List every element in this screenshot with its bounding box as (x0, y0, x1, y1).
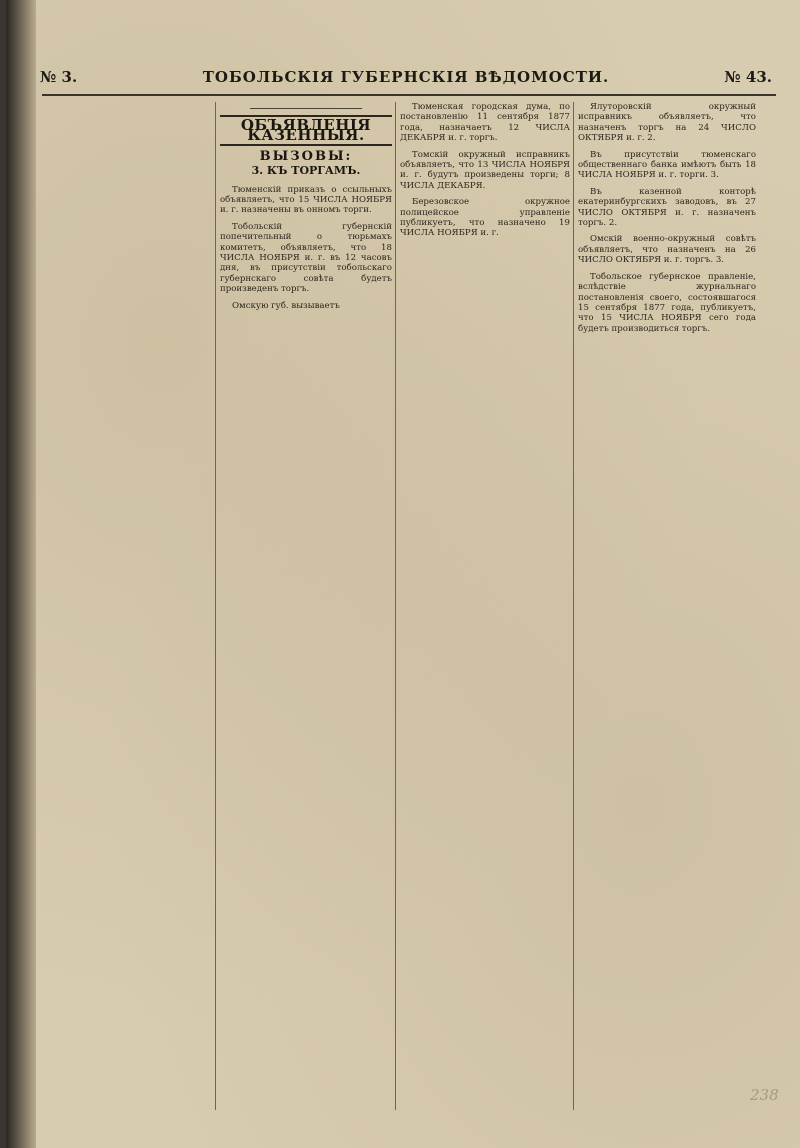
newspaper-title: ТОБОЛЬСКІЯ ГУБЕРНСКІЯ ВѢДОМОСТИ. (202, 68, 610, 86)
column-2 (220, 102, 392, 1112)
paragraph: Омскій военно-окружный совѣтъ объявляетъ, что назначенъ на 26 ЧИСЛО ОКТЯБРЯ и. г. торгъ. 3. (578, 234, 756, 266)
binding-spine (6, 0, 36, 1148)
paragraph: Тюменская городская дума, по постановленію 11 сентября 1877 года, назначаетъ 12 ЧИСЛА ДЕКАБРЯ и. г. торгъ. (400, 102, 570, 144)
column-3 (400, 102, 570, 1112)
section-subtitle: ВЫЗОВЫ: (259, 148, 353, 164)
column-3-text (400, 102, 570, 239)
issue-number: № 43. (724, 68, 772, 86)
column-divider (215, 102, 216, 1110)
column-4-text (578, 102, 756, 334)
page-number: № 3. (40, 68, 78, 86)
paragraph: Тобольское губернское правленіе, вслѣдствіе журнальнаго постановленія своего, состоявшагося 15 сентября 1877 года, публикуетъ, что 15 ЧИСЛА НОЯБРЯ сего года будетъ производиться торгъ. (578, 271, 756, 334)
paragraph: Въ казенной конторѣ екатеринбургскихъ заводовъ, въ 27 ЧИСЛО ОКТЯБРЯ и. г. назначенъ торгъ. 2. (578, 186, 756, 229)
section-subsubtitle: 3. КЪ ТОРГАМЪ. (251, 164, 361, 178)
paragraph: Тюменскій приказъ о ссыльныхъ объявляетъ, что 15 ЧИСЛА НОЯБРЯ и. г. назначены въ онномъ торги. (220, 184, 392, 216)
page-header (36, 68, 776, 90)
column-4 (578, 102, 756, 1112)
paragraph: Томскій окружный исправникъ объявляетъ, что 13 ЧИСЛА НОЯБРЯ и. г. будутъ произведены торги; 8 ЧИСЛА ДЕКАБРЯ. (400, 149, 570, 191)
paragraph: Въ присутствіи тюменскаго общественнаго банка имѣютъ быть 18 ЧИСЛА НОЯБРЯ и. г. торги. 3. (578, 149, 756, 181)
section-title: ОБЪЯВЛЕНІЯ КАЗЕННЫЯ. (220, 115, 392, 146)
column-divider (395, 102, 396, 1110)
margin-note: 238 (750, 1086, 779, 1104)
paragraph: Ялуторовскій окружный исправникъ объявляетъ, что назначенъ торгъ на 24 ЧИСЛО ОКТЯБРЯ и. г. 2. (578, 102, 756, 144)
paragraph: Тобольскій губернскій попечительный о тюрьмахъ комитетъ, объявляетъ, что 18 ЧИСЛА НОЯБРЯ и. г. въ 12 часовъ дня, въ присутствіи тобольскаго губернскаго совѣта будетъ произведенъ торгъ. (220, 221, 392, 295)
newspaper-page (6, 0, 800, 1148)
header-rule (42, 94, 776, 96)
column-1 (46, 102, 212, 1112)
column-divider (573, 102, 574, 1110)
paragraph: Березовское окружное полицейское управленіе публикуетъ, что назначено 19 ЧИСЛА НОЯБРЯ и. г. (400, 197, 570, 239)
paragraph: Омскую губ. вызываетъ (232, 300, 340, 311)
column-2-bottom-text (220, 185, 392, 311)
divider-rule (250, 108, 362, 109)
